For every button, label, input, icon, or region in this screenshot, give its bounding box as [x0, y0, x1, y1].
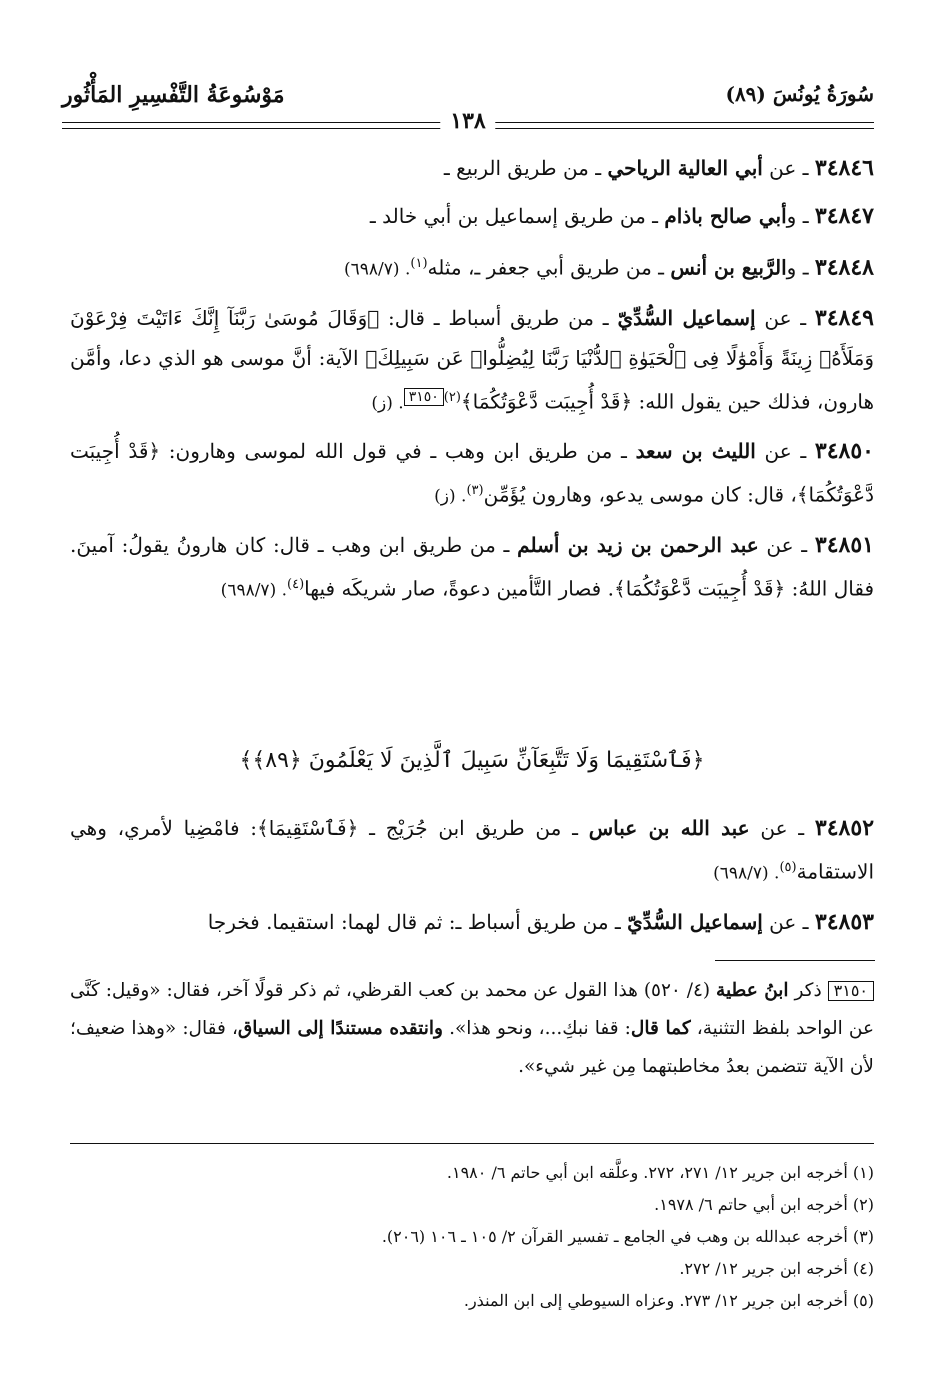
footnote-1: (١) أخرجه ابن جرير ١٢/ ٢٧١، ٢٧٢. وعلَّقه ابن أبي حاتم ٦/ ١٩٨٠. — [446, 1163, 874, 1182]
commentary-number: ٣١٥٠ — [828, 981, 874, 1001]
narration-number: ٣٤٨٥١ — [814, 531, 874, 558]
series-title: مَوْسُوعَةُ التَّفْسِيرِ المَأْثُور — [62, 82, 285, 108]
quran-quote: ﴿وَقَالَ مُوسَىٰ رَبَّنَآ إِنَّكَ ءَاتَيْتَ فِرْعَوْنَ وَمَلَأَهُۥ زِينَةً وَأَمْوَٰلًا فِى ٱلْحَيَوٰةِ ٱلدُّنْيَا رَبَّنَا لِيُضِلُّوا۟ عَن سَبِيلِكَ﴾ — [70, 305, 875, 370]
narration-number: ٣٤٨٤٨ — [814, 254, 874, 281]
narration-number: ٣٤٨٥٠ — [814, 438, 874, 465]
narration-number: ٣٤٨٤٧ — [814, 203, 874, 229]
narration-34850: ٣٤٨٥٠ ـ عن الليث بن سعد ـ من طريق ابن وهب ـ في قول الله لموسى وهارون: ﴿قَدْ أُجِيبَت دَّعْوَتُكُمَا﴾، قال: كان موسى يدعو، وهارون يُؤَمِّن$^{(٣)}$. (ز) — [70, 438, 874, 507]
footnote-marker: (١) — [410, 256, 428, 271]
cross-reference: . (ز) — [371, 393, 404, 414]
narration-number: ٣٤٨٥٢ — [814, 815, 875, 841]
narration-34849: ٣٤٨٤٩ ـ عن إسماعيل السُّدِّيّ ـ من طريق أسباط ـ قال: ﴿وَقَالَ مُوسَىٰ رَبَّنَآ إِنَّكَ ءَاتَيْتَ فِرْعَوْنَ وَمَلَأَهُۥ زِينَةً وَأَمْوَٰلًا فِى ٱلْحَيَوٰةِ ٱلدُّنْيَا رَبَّنَا لِيُضِلُّوا۟ عَن سَبِيلِكَ﴾ الآية: أنَّ موسى هو الذي دعا، وأمَّن هارون، فذلك حين يقول الله: ﴿قَدْ أُجِيبَت دَّعْوَتُكُمَا﴾$^{(٢)}$٣١٥٠. (ز) — [70, 304, 875, 414]
page-number: ١٣٨ — [440, 108, 495, 134]
footnote-marker: (٤) — [287, 576, 305, 592]
cross-reference: . (ز) — [434, 486, 467, 507]
narration-number: ٣٤٨٤٦ — [814, 155, 874, 181]
narrator-name: إسماعيل السُّدِّيّ — [617, 305, 756, 330]
footnote-marker: (٣) — [466, 483, 484, 499]
quran-quote: ﴿فَٱسْتَقِيمَا﴾ — [257, 816, 359, 840]
commentary-rule — [715, 960, 875, 961]
narrations-block-2 — [70, 808, 874, 950]
narrator-name: عبد الله بن عباس — [588, 816, 750, 840]
narration-34853: ٣٤٨٥٣ ـ عن إسماعيل السُّدِّيّ ـ من طريق أسباط ـ: ثم قال لهما: استقيما. فخرجا — [207, 908, 874, 935]
verse-heading: ﴿فَٱسْتَقِيمَا وَلَا تَتَّبِعَآنِّ سَبِيلَ ٱلَّذِينَ لَا يَعْلَمُونَ ﴿٨٩﴾﴾ — [239, 748, 705, 773]
narration-34848: ٣٤٨٤٨ ـ والرَّبيع بن أنس ـ من طريق أبي جعفر ـ، مثله$^{(١)}$. (٦٩٨/٧) — [344, 254, 874, 281]
commentary-note: ٣١٥٠ ذكر ابنُ عطية (٤/ ٥٢٠) هذا القول عن محمد بن كعب القرظي، ثم ذكر قولًا آخر، فقال: «وقيل: كَنَّى عن الواحد بلفظ التثنية، كما قال: قفا نبكِ...، ونحو هذا». وانتقده مستندًا إلى السياق، فقال: «وهذا ضعيف؛ لأن الآية تتضمن بعدُ مخاطبتهما مِن غير شيء». — [70, 980, 874, 1077]
page-header — [62, 82, 874, 134]
cross-reference: . (٦٩٨/٧) — [344, 259, 411, 280]
quran-quote: ﴿قَدْ أُجِيبَت دَّعْوَتُكُمَا﴾ — [613, 576, 786, 601]
narrator-name: إسماعيل السُّدِّيّ — [627, 909, 763, 934]
narration-number: ٣٤٨٤٩ — [814, 304, 874, 331]
surah-title: سُورَةُ يُونُسَ (٨٩) — [725, 82, 874, 106]
narrations-block — [70, 148, 874, 619]
commentary-marker: ٣١٥٠ — [404, 388, 444, 406]
footnote-5: (٥) أخرجه ابن جرير ١٢/ ٢٧٣. وعزاه السيوطي إلى ابن المنذر. — [463, 1291, 874, 1310]
narrator-name: الرَّبيع بن أنس — [670, 255, 787, 280]
footnote-4: (٤) أخرجه ابن جرير ١٢/ ٢٧٢. — [679, 1259, 874, 1278]
narrator-name: أبي صالح باذام — [664, 204, 787, 228]
narration-34846: ٣٤٨٤٦ ـ عن أبي العالية الرياحي ـ من طريق الربيع ـ — [443, 155, 874, 181]
footnotes-rule — [70, 1143, 874, 1144]
footnote-2: (٢) أخرجه ابن أبي حاتم ٦/ ١٩٧٨. — [654, 1195, 874, 1214]
quran-quote: ﴿قَدْ أُجِيبَت دَّعْوَتُكُمَا﴾ — [460, 389, 633, 414]
narrator-name: الليث بن سعد — [635, 439, 756, 464]
narration-34852: ٣٤٨٥٢ ـ عن عبد الله بن عباس ـ من طريق ابن جُرَيْج ـ ﴿فَٱسْتَقِيمَا﴾: فامْضِيا لأمري، وهي الاستقامة$^{(٥)}$. (٦٩٨/٧) — [70, 815, 875, 884]
narration-number: ٣٤٨٥٣ — [814, 908, 874, 935]
narration-34847: ٣٤٨٤٧ ـ وأبي صالح باذام ـ من طريق إسماعيل بن أبي خالد ـ — [369, 203, 874, 229]
quran-quote: ﴿قَدْ أُجِيبَت دَّعْوَتُكُمَا﴾ — [70, 439, 874, 507]
narration-34851: ٣٤٨٥١ ـ عن عبد الرحمن بن زيد بن أسلم ـ من طريق ابن وهب ـ قال: كان هارونُ يقولُ: آمينَ. فقال اللهُ: ﴿قَدْ أُجِيبَت دَّعْوَتُكُمَا﴾. فصار التَّأمين دعوةً، صار شريكَه فيها$^{(٤)}$. (٦٩٨/٧) — [70, 531, 874, 601]
footnotes — [70, 1157, 874, 1317]
narrator-name: عبد الرحمن بن زيد بن أسلم — [517, 532, 759, 557]
cross-reference: . (٦٩٨/٧) — [713, 863, 780, 884]
footnote-marker: (٥) — [779, 860, 797, 875]
footnote-marker: (٢) — [443, 389, 461, 405]
cross-reference: . (٦٩٨/٧) — [220, 580, 288, 601]
footnote-3: (٣) أخرجه عبدالله بن وهب في الجامع ـ تفسير القرآن ٢/ ١٠٥ ـ ١٠٦ (٢٠٦). — [381, 1227, 874, 1246]
narrator-name: أبي العالية الرياحي — [607, 156, 763, 180]
